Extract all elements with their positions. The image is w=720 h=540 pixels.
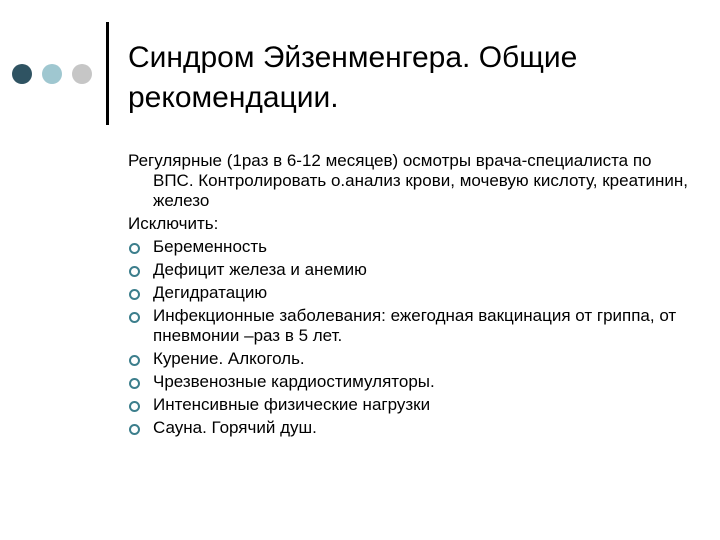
decorative-dots xyxy=(12,64,102,86)
exclude-label: Исключить: xyxy=(128,214,219,233)
circle-bullet-icon xyxy=(129,378,140,389)
dot-light-blue xyxy=(42,64,62,84)
list-item xyxy=(128,283,688,303)
list-item xyxy=(128,237,688,257)
circle-bullet-icon xyxy=(129,289,140,300)
circle-bullet-icon xyxy=(129,424,140,435)
list-item-text: Инфекционные заболевания: ежегодная вакцинация от гриппа, от пневмонии –раз в 5 лет. xyxy=(153,306,677,345)
list-item xyxy=(128,306,688,346)
list-item-text: Дегидратацию xyxy=(153,283,268,302)
title-divider-line xyxy=(106,22,109,125)
list-item-text: Дефицит железа и анемию xyxy=(153,260,367,279)
list-item xyxy=(128,418,688,438)
circle-bullet-icon xyxy=(129,401,140,412)
dot-dark xyxy=(12,64,32,84)
list-item-text: Беременность xyxy=(153,237,268,256)
circle-bullet-icon xyxy=(129,355,140,366)
list-item xyxy=(128,372,688,392)
list-item xyxy=(128,260,688,280)
slide-title xyxy=(128,38,688,118)
slide-title-line-1: Синдром Эйзенменгера. Общие xyxy=(128,41,578,74)
list-item-text: Интенсивные физические нагрузки xyxy=(153,395,431,414)
slide-title-line-2: рекомендации. xyxy=(128,81,339,114)
dot-gray xyxy=(72,64,92,84)
circle-bullet-icon xyxy=(129,266,140,277)
circle-bullet-icon xyxy=(129,312,140,323)
circle-bullet-icon xyxy=(129,243,140,254)
list-item xyxy=(128,395,688,415)
intro-paragraph: Регулярные (1раз в 6-12 месяцев) осмотры врача-специалиста по ВПС. Контролировать о.анализ крови, мочевую кислоту, креатинин, железо xyxy=(128,151,688,210)
list-item-text: Сауна. Горячий душ. xyxy=(153,418,317,437)
slide-body xyxy=(128,151,688,441)
list-item-text: Чрезвенозные кардиостимуляторы. xyxy=(153,372,435,391)
list-item xyxy=(128,349,688,369)
list-item-text: Курение. Алкоголь. xyxy=(153,349,305,368)
